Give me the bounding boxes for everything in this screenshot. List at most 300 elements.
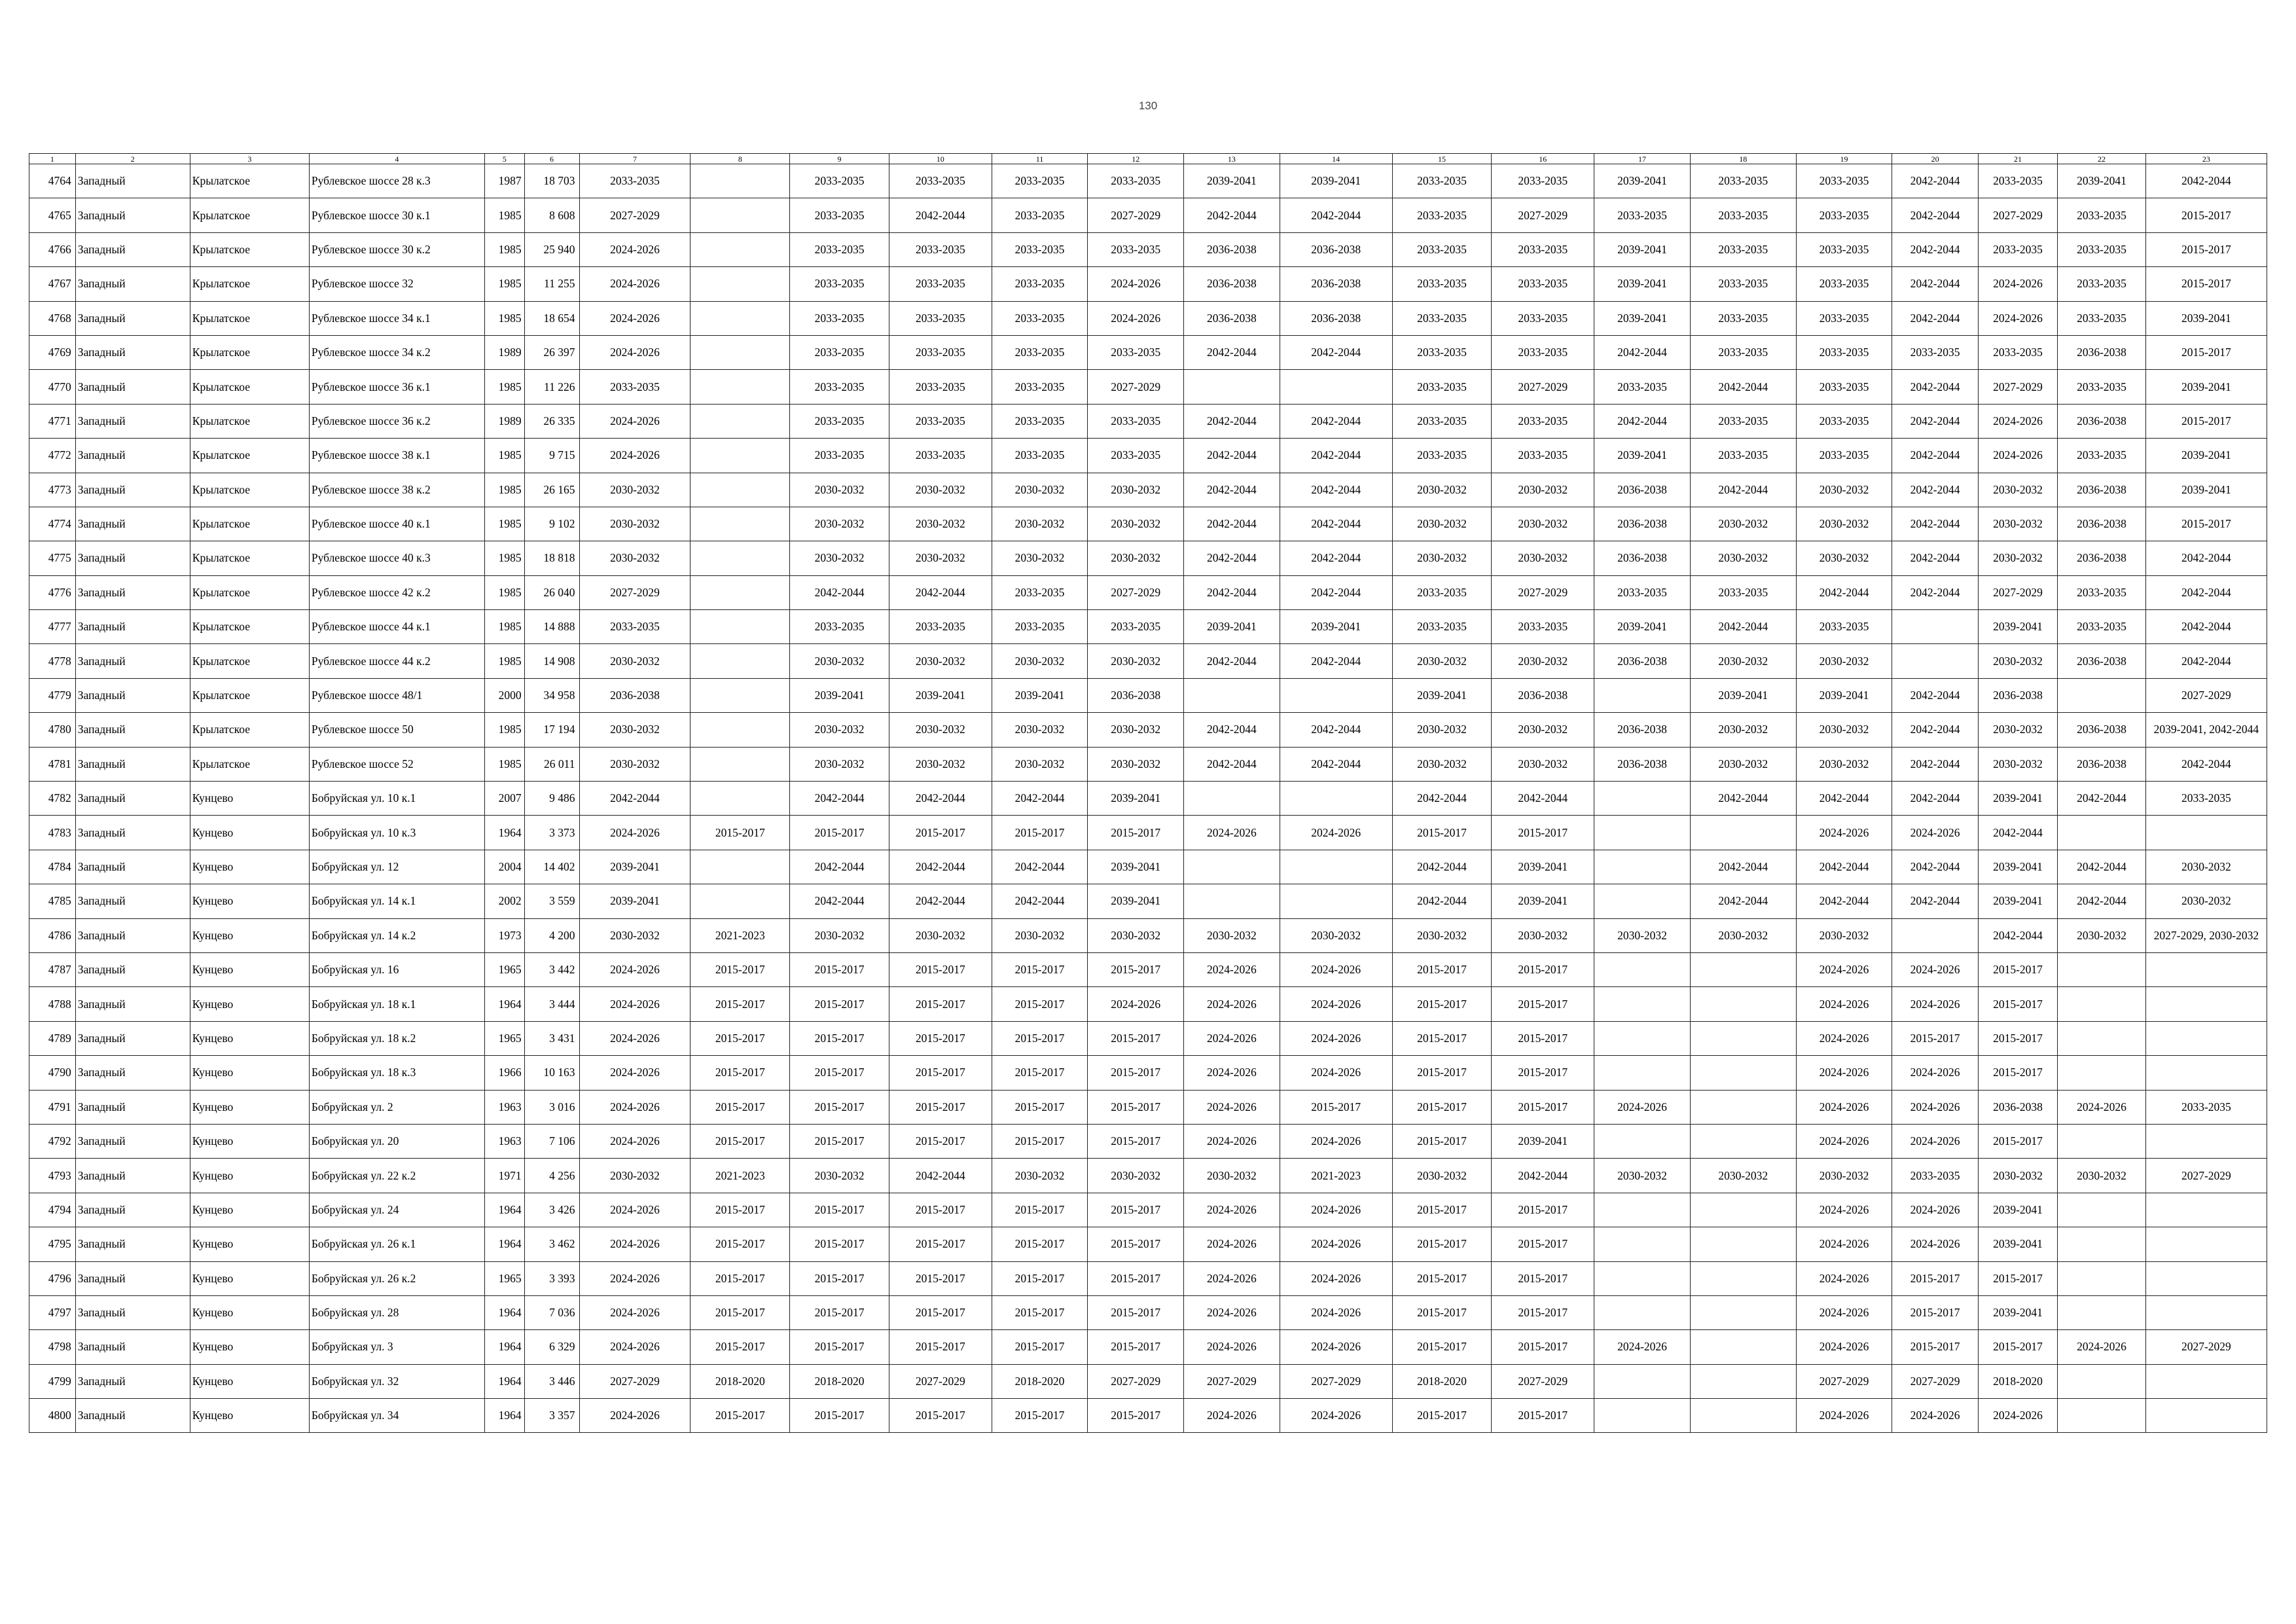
period-col-19-cell: 2030-2032 bbox=[1796, 541, 1892, 575]
period-col-10-cell: 2033-2035 bbox=[889, 610, 992, 644]
address-cell: Рублевское шоссе 52 bbox=[309, 747, 484, 781]
period-col-16-cell: 2033-2035 bbox=[1492, 232, 1594, 266]
period-col-8-cell bbox=[691, 164, 790, 198]
period-col-12-cell: 2030-2032 bbox=[1088, 713, 1184, 747]
period-col-17-cell bbox=[1594, 1021, 1691, 1055]
period-col-17-cell: 2036-2038 bbox=[1594, 473, 1691, 507]
municipal-district-cell: Крылатское bbox=[190, 198, 309, 232]
period-col-17-cell: 2036-2038 bbox=[1594, 713, 1691, 747]
table-row bbox=[29, 1364, 2267, 1398]
address-cell: Бобруйская ул. 14 к.2 bbox=[309, 918, 484, 952]
period-col-18-cell: 2030-2032 bbox=[1690, 644, 1796, 678]
period-col-16-cell: 2027-2029 bbox=[1492, 1364, 1594, 1398]
period-col-14-cell bbox=[1280, 884, 1392, 918]
period-col-14-cell: 2039-2041 bbox=[1280, 610, 1392, 644]
period-col-14-cell: 2042-2044 bbox=[1280, 473, 1392, 507]
build-year-cell: 1964 bbox=[484, 1193, 524, 1227]
period-col-10-cell: 2015-2017 bbox=[889, 1261, 992, 1295]
total-area-cell: 3 373 bbox=[524, 816, 579, 850]
period-col-19-cell: 2033-2035 bbox=[1796, 267, 1892, 301]
period-col-12-cell: 2033-2035 bbox=[1088, 439, 1184, 473]
period-col-22-cell: 2033-2035 bbox=[2058, 370, 2146, 404]
period-col-20-cell: 2024-2026 bbox=[1892, 952, 1979, 986]
period-col-20-cell: 2024-2026 bbox=[1892, 1090, 1979, 1124]
period-col-14-cell bbox=[1280, 850, 1392, 884]
period-col-21-cell: 2039-2041 bbox=[1978, 1227, 2057, 1261]
period-col-15-cell: 2030-2032 bbox=[1392, 507, 1492, 541]
period-col-22-cell: 2033-2035 bbox=[2058, 439, 2146, 473]
total-area-cell: 3 444 bbox=[524, 987, 579, 1021]
period-col-18-cell: 2033-2035 bbox=[1690, 335, 1796, 369]
period-col-7-cell: 2027-2029 bbox=[579, 575, 691, 609]
period-col-10-cell: 2030-2032 bbox=[889, 473, 992, 507]
total-area-cell: 17 194 bbox=[524, 713, 579, 747]
address-cell: Бобруйская ул. 10 к.1 bbox=[309, 782, 484, 816]
total-area-cell: 9 102 bbox=[524, 507, 579, 541]
period-col-21-cell: 2039-2041 bbox=[1978, 610, 2057, 644]
build-year-cell: 1964 bbox=[484, 1364, 524, 1398]
record-number-cell: 4797 bbox=[29, 1295, 76, 1329]
period-col-15-cell: 2015-2017 bbox=[1392, 1330, 1492, 1364]
address-cell: Рублевское шоссе 32 bbox=[309, 267, 484, 301]
table-row bbox=[29, 782, 2267, 816]
period-col-19-cell: 2030-2032 bbox=[1796, 918, 1892, 952]
record-number-cell: 4799 bbox=[29, 1364, 76, 1398]
period-col-7-cell: 2024-2026 bbox=[579, 1295, 691, 1329]
period-col-13-cell: 2024-2026 bbox=[1184, 952, 1280, 986]
administrative-district-cell: Западный bbox=[75, 473, 190, 507]
period-col-12-cell: 2027-2029 bbox=[1088, 370, 1184, 404]
period-col-18-cell bbox=[1690, 952, 1796, 986]
period-col-11-cell: 2030-2032 bbox=[992, 541, 1088, 575]
period-col-9-cell: 2030-2032 bbox=[790, 644, 889, 678]
period-col-20-cell: 2042-2044 bbox=[1892, 575, 1979, 609]
period-col-22-cell bbox=[2058, 1261, 2146, 1295]
period-col-23-cell: 2015-2017 bbox=[2145, 404, 2267, 438]
period-col-21-cell: 2024-2026 bbox=[1978, 1399, 2057, 1433]
period-col-7-cell: 2033-2035 bbox=[579, 164, 691, 198]
table-row bbox=[29, 439, 2267, 473]
period-col-11-cell: 2030-2032 bbox=[992, 713, 1088, 747]
column-number-6: 6 bbox=[524, 154, 579, 164]
period-col-22-cell bbox=[2058, 1364, 2146, 1398]
period-col-11-cell: 2033-2035 bbox=[992, 198, 1088, 232]
address-cell: Бобруйская ул. 14 к.1 bbox=[309, 884, 484, 918]
total-area-cell: 14 402 bbox=[524, 850, 579, 884]
period-col-13-cell: 2042-2044 bbox=[1184, 198, 1280, 232]
period-col-23-cell: 2030-2032 bbox=[2145, 850, 2267, 884]
period-col-15-cell: 2015-2017 bbox=[1392, 1295, 1492, 1329]
total-area-cell: 18 654 bbox=[524, 301, 579, 335]
period-col-13-cell: 2042-2044 bbox=[1184, 575, 1280, 609]
period-col-18-cell: 2042-2044 bbox=[1690, 782, 1796, 816]
period-col-15-cell: 2033-2035 bbox=[1392, 232, 1492, 266]
period-col-19-cell: 2024-2026 bbox=[1796, 1021, 1892, 1055]
period-col-14-cell: 2024-2026 bbox=[1280, 1227, 1392, 1261]
period-col-18-cell bbox=[1690, 1090, 1796, 1124]
period-col-12-cell: 2027-2029 bbox=[1088, 1364, 1184, 1398]
period-col-14-cell: 2042-2044 bbox=[1280, 713, 1392, 747]
period-col-19-cell: 2030-2032 bbox=[1796, 713, 1892, 747]
period-col-12-cell: 2033-2035 bbox=[1088, 164, 1184, 198]
table-row bbox=[29, 507, 2267, 541]
table-row bbox=[29, 610, 2267, 644]
period-col-21-cell: 2024-2026 bbox=[1978, 439, 2057, 473]
period-col-15-cell: 2015-2017 bbox=[1392, 1124, 1492, 1158]
period-col-23-cell bbox=[2145, 1399, 2267, 1433]
period-col-21-cell: 2042-2044 bbox=[1978, 918, 2057, 952]
table-row bbox=[29, 575, 2267, 609]
period-col-10-cell: 2033-2035 bbox=[889, 404, 992, 438]
period-col-23-cell: 2042-2044 bbox=[2145, 747, 2267, 781]
period-col-11-cell: 2015-2017 bbox=[992, 1193, 1088, 1227]
period-col-21-cell: 2015-2017 bbox=[1978, 1330, 2057, 1364]
period-col-13-cell: 2042-2044 bbox=[1184, 335, 1280, 369]
address-cell: Бобруйская ул. 22 к.2 bbox=[309, 1159, 484, 1193]
period-col-15-cell: 2033-2035 bbox=[1392, 335, 1492, 369]
period-col-20-cell: 2042-2044 bbox=[1892, 267, 1979, 301]
period-col-20-cell: 2027-2029 bbox=[1892, 1364, 1979, 1398]
period-col-7-cell: 2024-2026 bbox=[579, 335, 691, 369]
period-col-14-cell: 2036-2038 bbox=[1280, 267, 1392, 301]
address-cell: Рублевское шоссе 30 к.1 bbox=[309, 198, 484, 232]
period-col-18-cell: 2042-2044 bbox=[1690, 610, 1796, 644]
period-col-11-cell: 2033-2035 bbox=[992, 575, 1088, 609]
total-area-cell: 9 715 bbox=[524, 439, 579, 473]
municipal-district-cell: Крылатское bbox=[190, 301, 309, 335]
period-col-14-cell bbox=[1280, 678, 1392, 712]
administrative-district-cell: Западный bbox=[75, 918, 190, 952]
period-col-7-cell: 2042-2044 bbox=[579, 782, 691, 816]
period-col-23-cell bbox=[2145, 987, 2267, 1021]
period-col-15-cell: 2030-2032 bbox=[1392, 644, 1492, 678]
build-year-cell: 1964 bbox=[484, 987, 524, 1021]
period-col-23-cell bbox=[2145, 816, 2267, 850]
period-col-16-cell: 2027-2029 bbox=[1492, 198, 1594, 232]
period-col-20-cell: 2042-2044 bbox=[1892, 404, 1979, 438]
total-area-cell: 3 357 bbox=[524, 1399, 579, 1433]
period-col-10-cell: 2015-2017 bbox=[889, 1227, 992, 1261]
period-col-17-cell: 2036-2038 bbox=[1594, 541, 1691, 575]
period-col-22-cell bbox=[2058, 1193, 2146, 1227]
period-col-18-cell bbox=[1690, 1399, 1796, 1433]
period-col-22-cell: 2042-2044 bbox=[2058, 850, 2146, 884]
municipal-district-cell: Кунцево bbox=[190, 1261, 309, 1295]
total-area-cell: 3 431 bbox=[524, 1021, 579, 1055]
address-cell: Бобруйская ул. 18 к.2 bbox=[309, 1021, 484, 1055]
municipal-district-cell: Крылатское bbox=[190, 507, 309, 541]
period-col-20-cell: 2042-2044 bbox=[1892, 678, 1979, 712]
period-col-9-cell: 2030-2032 bbox=[790, 918, 889, 952]
period-col-7-cell: 2039-2041 bbox=[579, 884, 691, 918]
period-col-12-cell: 2024-2026 bbox=[1088, 267, 1184, 301]
build-year-cell: 1985 bbox=[484, 507, 524, 541]
table-row bbox=[29, 473, 2267, 507]
municipal-district-cell: Крылатское bbox=[190, 541, 309, 575]
build-year-cell: 2000 bbox=[484, 678, 524, 712]
period-col-23-cell: 2015-2017 bbox=[2145, 335, 2267, 369]
period-col-17-cell bbox=[1594, 884, 1691, 918]
period-col-12-cell: 2030-2032 bbox=[1088, 747, 1184, 781]
period-col-9-cell: 2015-2017 bbox=[790, 816, 889, 850]
period-col-10-cell: 2033-2035 bbox=[889, 301, 992, 335]
build-year-cell: 1985 bbox=[484, 439, 524, 473]
period-col-17-cell bbox=[1594, 1399, 1691, 1433]
period-col-23-cell: 2033-2035 bbox=[2145, 782, 2267, 816]
address-cell: Рублевское шоссе 30 к.2 bbox=[309, 232, 484, 266]
period-col-11-cell: 2030-2032 bbox=[992, 473, 1088, 507]
period-col-16-cell: 2033-2035 bbox=[1492, 335, 1594, 369]
municipal-district-cell: Крылатское bbox=[190, 232, 309, 266]
total-area-cell: 4 256 bbox=[524, 1159, 579, 1193]
address-cell: Бобруйская ул. 10 к.3 bbox=[309, 816, 484, 850]
period-col-14-cell: 2042-2044 bbox=[1280, 507, 1392, 541]
municipal-district-cell: Кунцево bbox=[190, 1159, 309, 1193]
period-col-11-cell: 2033-2035 bbox=[992, 267, 1088, 301]
period-col-7-cell: 2024-2026 bbox=[579, 1399, 691, 1433]
period-col-15-cell: 2015-2017 bbox=[1392, 952, 1492, 986]
period-col-7-cell: 2030-2032 bbox=[579, 713, 691, 747]
period-col-10-cell: 2042-2044 bbox=[889, 1159, 992, 1193]
build-year-cell: 1985 bbox=[484, 232, 524, 266]
period-col-15-cell: 2042-2044 bbox=[1392, 850, 1492, 884]
period-col-15-cell: 2030-2032 bbox=[1392, 1159, 1492, 1193]
period-col-16-cell: 2015-2017 bbox=[1492, 1021, 1594, 1055]
period-col-11-cell: 2042-2044 bbox=[992, 782, 1088, 816]
period-col-22-cell: 2036-2038 bbox=[2058, 507, 2146, 541]
period-col-15-cell: 2033-2035 bbox=[1392, 404, 1492, 438]
total-area-cell: 6 329 bbox=[524, 1330, 579, 1364]
period-col-7-cell: 2024-2026 bbox=[579, 1124, 691, 1158]
total-area-cell: 7 106 bbox=[524, 1124, 579, 1158]
period-col-15-cell: 2030-2032 bbox=[1392, 918, 1492, 952]
record-number-cell: 4782 bbox=[29, 782, 76, 816]
period-col-18-cell bbox=[1690, 987, 1796, 1021]
column-number-9: 9 bbox=[790, 154, 889, 164]
period-col-15-cell: 2033-2035 bbox=[1392, 267, 1492, 301]
period-col-22-cell: 2024-2026 bbox=[2058, 1330, 2146, 1364]
municipal-district-cell: Кунцево bbox=[190, 1056, 309, 1090]
period-col-13-cell bbox=[1184, 370, 1280, 404]
period-col-12-cell: 2015-2017 bbox=[1088, 952, 1184, 986]
period-col-9-cell: 2015-2017 bbox=[790, 1330, 889, 1364]
period-col-22-cell: 2030-2032 bbox=[2058, 918, 2146, 952]
period-col-10-cell: 2030-2032 bbox=[889, 713, 992, 747]
period-col-15-cell: 2018-2020 bbox=[1392, 1364, 1492, 1398]
period-col-11-cell: 2030-2032 bbox=[992, 644, 1088, 678]
total-area-cell: 3 442 bbox=[524, 952, 579, 986]
record-number-cell: 4790 bbox=[29, 1056, 76, 1090]
municipal-district-cell: Кунцево bbox=[190, 918, 309, 952]
period-col-23-cell: 2042-2044 bbox=[2145, 644, 2267, 678]
table-row bbox=[29, 1193, 2267, 1227]
build-year-cell: 1985 bbox=[484, 713, 524, 747]
period-col-10-cell: 2015-2017 bbox=[889, 1090, 992, 1124]
municipal-district-cell: Кунцево bbox=[190, 1295, 309, 1329]
build-year-cell: 1973 bbox=[484, 918, 524, 952]
build-year-cell: 1964 bbox=[484, 816, 524, 850]
record-number-cell: 4781 bbox=[29, 747, 76, 781]
municipal-district-cell: Кунцево bbox=[190, 952, 309, 986]
period-col-11-cell: 2015-2017 bbox=[992, 1330, 1088, 1364]
administrative-district-cell: Западный bbox=[75, 335, 190, 369]
record-number-cell: 4789 bbox=[29, 1021, 76, 1055]
municipal-district-cell: Кунцево bbox=[190, 1330, 309, 1364]
period-col-21-cell: 2024-2026 bbox=[1978, 267, 2057, 301]
period-col-16-cell: 2030-2032 bbox=[1492, 541, 1594, 575]
period-col-19-cell: 2024-2026 bbox=[1796, 1227, 1892, 1261]
period-col-7-cell: 2039-2041 bbox=[579, 850, 691, 884]
period-col-23-cell: 2042-2044 bbox=[2145, 541, 2267, 575]
period-col-17-cell bbox=[1594, 678, 1691, 712]
period-col-13-cell: 2039-2041 bbox=[1184, 610, 1280, 644]
period-col-9-cell: 2033-2035 bbox=[790, 267, 889, 301]
total-area-cell: 26 165 bbox=[524, 473, 579, 507]
period-col-7-cell: 2024-2026 bbox=[579, 1330, 691, 1364]
period-col-15-cell: 2015-2017 bbox=[1392, 1193, 1492, 1227]
period-col-11-cell: 2033-2035 bbox=[992, 232, 1088, 266]
period-col-23-cell: 2015-2017 bbox=[2145, 232, 2267, 266]
column-number-11: 11 bbox=[992, 154, 1088, 164]
period-col-18-cell: 2033-2035 bbox=[1690, 439, 1796, 473]
total-area-cell: 10 163 bbox=[524, 1056, 579, 1090]
period-col-21-cell: 2033-2035 bbox=[1978, 164, 2057, 198]
period-col-12-cell: 2015-2017 bbox=[1088, 1330, 1184, 1364]
period-col-7-cell: 2030-2032 bbox=[579, 541, 691, 575]
period-col-23-cell: 2015-2017 bbox=[2145, 507, 2267, 541]
municipal-district-cell: Крылатское bbox=[190, 473, 309, 507]
address-cell: Бобруйская ул. 16 bbox=[309, 952, 484, 986]
municipal-district-cell: Крылатское bbox=[190, 267, 309, 301]
period-col-23-cell bbox=[2145, 1364, 2267, 1398]
period-col-17-cell: 2030-2032 bbox=[1594, 1159, 1691, 1193]
total-area-cell: 14 888 bbox=[524, 610, 579, 644]
period-col-18-cell bbox=[1690, 1124, 1796, 1158]
period-col-15-cell: 2033-2035 bbox=[1392, 370, 1492, 404]
column-number-19: 19 bbox=[1796, 154, 1892, 164]
period-col-19-cell: 2024-2026 bbox=[1796, 1261, 1892, 1295]
period-col-16-cell: 2015-2017 bbox=[1492, 1295, 1594, 1329]
period-col-14-cell: 2024-2026 bbox=[1280, 1399, 1392, 1433]
build-year-cell: 1965 bbox=[484, 1261, 524, 1295]
period-col-20-cell: 2015-2017 bbox=[1892, 1021, 1979, 1055]
period-col-14-cell bbox=[1280, 370, 1392, 404]
table-body bbox=[29, 154, 2267, 1433]
period-col-18-cell: 2033-2035 bbox=[1690, 301, 1796, 335]
period-col-22-cell bbox=[2058, 1295, 2146, 1329]
total-area-cell: 18 818 bbox=[524, 541, 579, 575]
period-col-7-cell: 2024-2026 bbox=[579, 267, 691, 301]
period-col-20-cell: 2024-2026 bbox=[1892, 816, 1979, 850]
administrative-district-cell: Западный bbox=[75, 164, 190, 198]
period-col-19-cell: 2024-2026 bbox=[1796, 1330, 1892, 1364]
build-year-cell: 2007 bbox=[484, 782, 524, 816]
period-col-23-cell: 2039-2041 bbox=[2145, 301, 2267, 335]
municipal-district-cell: Крылатское bbox=[190, 713, 309, 747]
period-col-9-cell: 2030-2032 bbox=[790, 747, 889, 781]
period-col-17-cell: 2042-2044 bbox=[1594, 335, 1691, 369]
period-col-20-cell: 2042-2044 bbox=[1892, 884, 1979, 918]
period-col-16-cell: 2027-2029 bbox=[1492, 575, 1594, 609]
period-col-9-cell: 2033-2035 bbox=[790, 404, 889, 438]
record-number-cell: 4768 bbox=[29, 301, 76, 335]
record-number-cell: 4774 bbox=[29, 507, 76, 541]
period-col-11-cell: 2042-2044 bbox=[992, 884, 1088, 918]
period-col-22-cell: 2036-2038 bbox=[2058, 644, 2146, 678]
period-col-21-cell: 2015-2017 bbox=[1978, 1021, 2057, 1055]
period-col-23-cell: 2015-2017 bbox=[2145, 198, 2267, 232]
period-col-7-cell: 2024-2026 bbox=[579, 1261, 691, 1295]
period-col-17-cell: 2036-2038 bbox=[1594, 507, 1691, 541]
administrative-district-cell: Западный bbox=[75, 678, 190, 712]
municipal-district-cell: Кунцево bbox=[190, 1227, 309, 1261]
column-number-8: 8 bbox=[691, 154, 790, 164]
period-col-20-cell: 2042-2044 bbox=[1892, 541, 1979, 575]
period-col-18-cell bbox=[1690, 1193, 1796, 1227]
period-col-19-cell: 2024-2026 bbox=[1796, 816, 1892, 850]
record-number-cell: 4767 bbox=[29, 267, 76, 301]
municipal-district-cell: Кунцево bbox=[190, 1364, 309, 1398]
period-col-14-cell: 2042-2044 bbox=[1280, 575, 1392, 609]
period-col-11-cell: 2015-2017 bbox=[992, 1227, 1088, 1261]
period-col-20-cell: 2042-2044 bbox=[1892, 370, 1979, 404]
period-col-19-cell: 2030-2032 bbox=[1796, 473, 1892, 507]
period-col-18-cell: 2030-2032 bbox=[1690, 713, 1796, 747]
period-col-8-cell: 2021-2023 bbox=[691, 1159, 790, 1193]
period-col-13-cell: 2042-2044 bbox=[1184, 541, 1280, 575]
period-col-11-cell: 2033-2035 bbox=[992, 610, 1088, 644]
period-col-16-cell: 2030-2032 bbox=[1492, 747, 1594, 781]
municipal-district-cell: Крылатское bbox=[190, 164, 309, 198]
period-col-19-cell: 2033-2035 bbox=[1796, 370, 1892, 404]
period-col-14-cell: 2042-2044 bbox=[1280, 335, 1392, 369]
period-col-13-cell bbox=[1184, 884, 1280, 918]
period-col-17-cell: 2033-2035 bbox=[1594, 575, 1691, 609]
period-col-20-cell: 2042-2044 bbox=[1892, 301, 1979, 335]
period-col-18-cell: 2033-2035 bbox=[1690, 575, 1796, 609]
period-col-21-cell: 2024-2026 bbox=[1978, 404, 2057, 438]
period-col-18-cell: 2030-2032 bbox=[1690, 918, 1796, 952]
column-number-2: 2 bbox=[75, 154, 190, 164]
period-col-13-cell: 2024-2026 bbox=[1184, 1330, 1280, 1364]
period-col-17-cell bbox=[1594, 1227, 1691, 1261]
administrative-district-cell: Западный bbox=[75, 1090, 190, 1124]
period-col-7-cell: 2024-2026 bbox=[579, 1021, 691, 1055]
period-col-22-cell: 2033-2035 bbox=[2058, 610, 2146, 644]
period-col-7-cell: 2024-2026 bbox=[579, 439, 691, 473]
period-col-12-cell: 2036-2038 bbox=[1088, 678, 1184, 712]
period-col-21-cell: 2027-2029 bbox=[1978, 370, 2057, 404]
period-col-7-cell: 2030-2032 bbox=[579, 747, 691, 781]
period-col-20-cell bbox=[1892, 610, 1979, 644]
column-number-18: 18 bbox=[1690, 154, 1796, 164]
column-number-3: 3 bbox=[190, 154, 309, 164]
period-col-7-cell: 2030-2032 bbox=[579, 1159, 691, 1193]
period-col-12-cell: 2039-2041 bbox=[1088, 850, 1184, 884]
period-col-21-cell: 2015-2017 bbox=[1978, 952, 2057, 986]
period-col-11-cell: 2015-2017 bbox=[992, 1124, 1088, 1158]
build-year-cell: 1989 bbox=[484, 404, 524, 438]
administrative-district-cell: Западный bbox=[75, 782, 190, 816]
build-year-cell: 1964 bbox=[484, 1399, 524, 1433]
period-col-13-cell: 2036-2038 bbox=[1184, 267, 1280, 301]
administrative-district-cell: Западный bbox=[75, 267, 190, 301]
period-col-22-cell: 2036-2038 bbox=[2058, 404, 2146, 438]
period-col-11-cell: 2030-2032 bbox=[992, 507, 1088, 541]
build-year-cell: 1985 bbox=[484, 370, 524, 404]
administrative-district-cell: Западный bbox=[75, 713, 190, 747]
period-col-7-cell: 2024-2026 bbox=[579, 1090, 691, 1124]
